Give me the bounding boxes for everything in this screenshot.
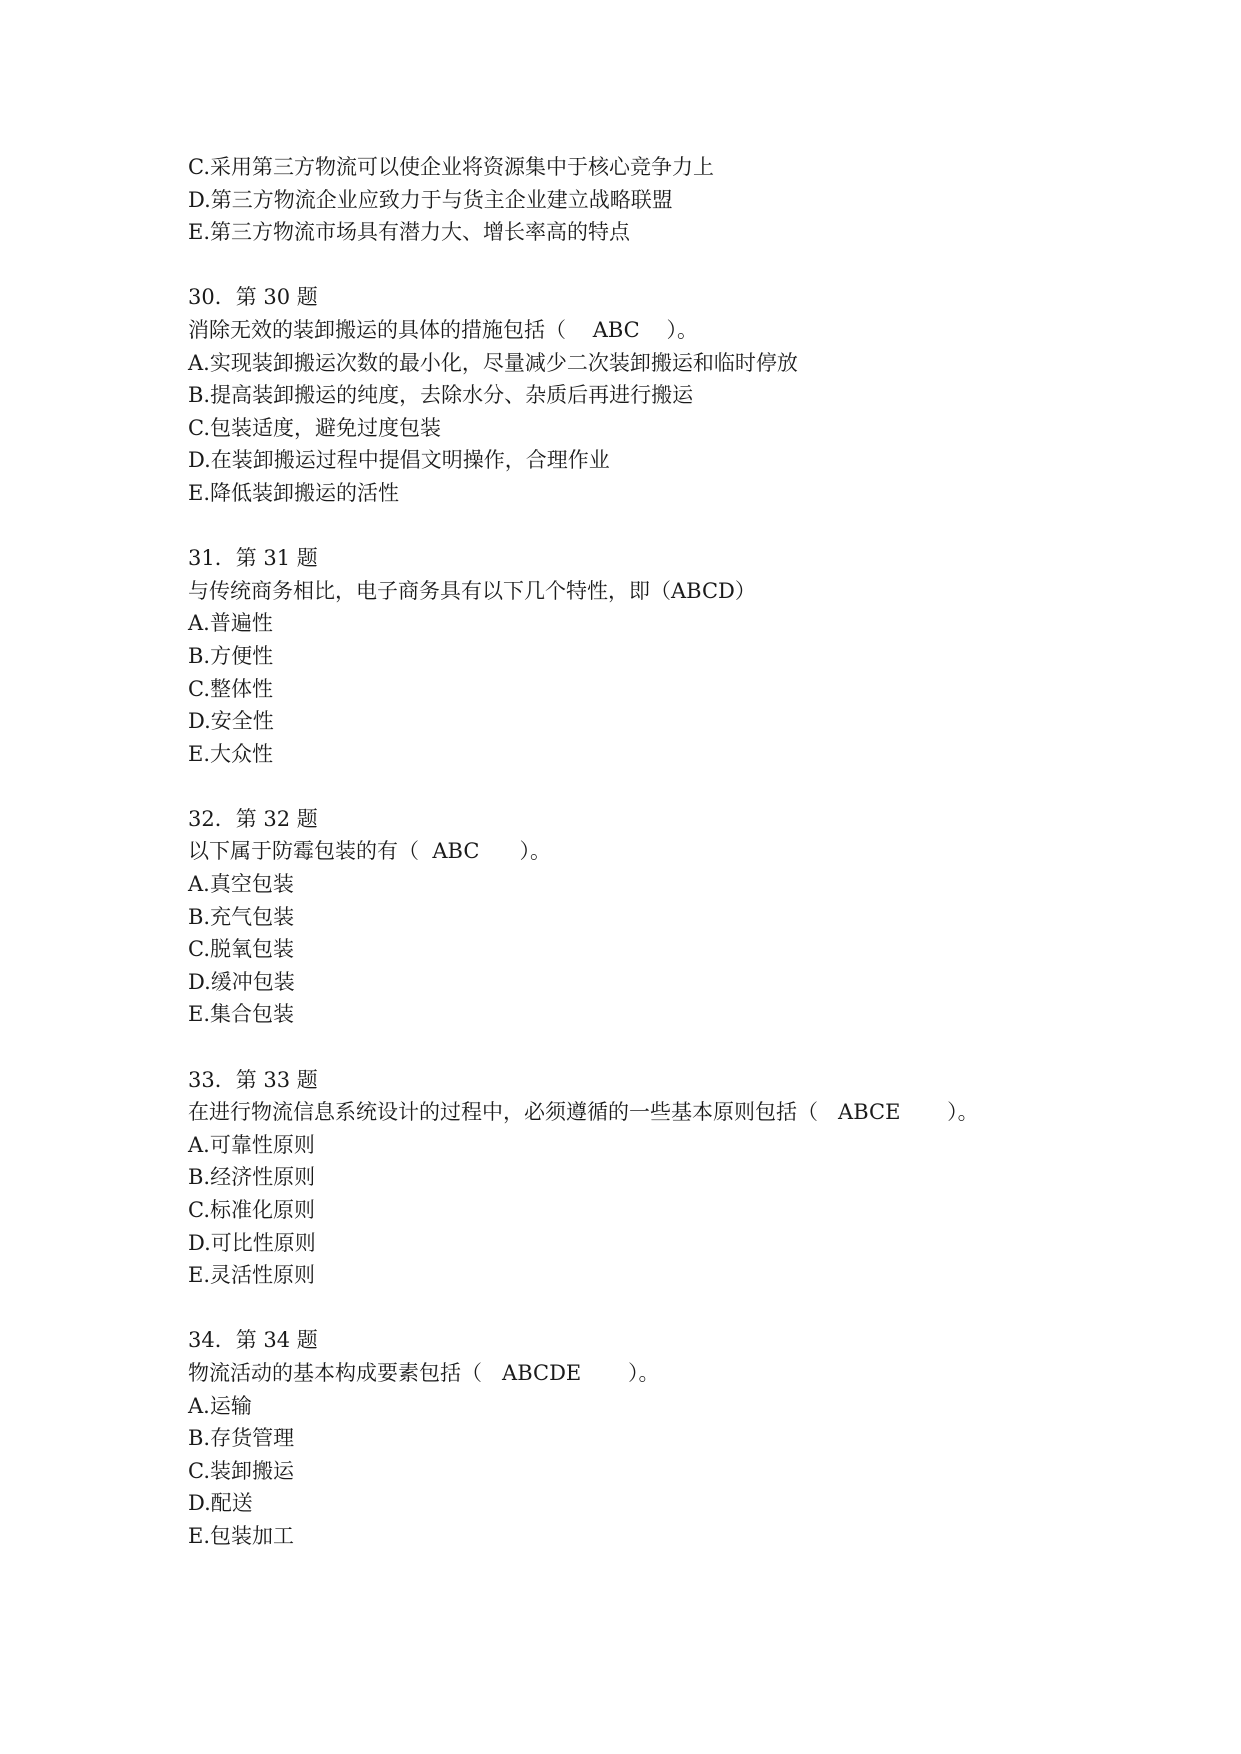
question-header: 31．第 31 题 — [188, 546, 318, 571]
option-line: E.包装加工 — [188, 1523, 295, 1548]
leading-options — [188, 151, 1188, 249]
option-line: E.第三方物流市场具有潜力大、增长率高的特点 — [188, 220, 631, 245]
option-line: C.标准化原则 — [188, 1198, 315, 1222]
option-line: D.在装卸搬运过程中提倡文明操作，合理作业 — [188, 448, 610, 473]
option-line: C.整体性 — [188, 676, 273, 701]
option-line: E.集合包装 — [188, 1002, 295, 1027]
option-line: D.配送 — [188, 1491, 253, 1516]
option-line: C.采用第三方物流可以使企业将资源集中于核心竞争力上 — [188, 155, 714, 179]
question-stem: 以下属于防霉包装的有（ ABC ）。 — [188, 839, 551, 864]
option-line: D.安全性 — [188, 709, 274, 734]
question-stem: 在进行物流信息系统设计的过程中，必须遵循的一些基本原则包括（ ABCE ）。 — [188, 1100, 979, 1125]
option-line: B.方便性 — [188, 643, 274, 668]
option-line: A.实现装卸搬运次数的最小化，尽量减少二次装卸搬运和临时停放 — [188, 350, 798, 375]
option-line: B.经济性原则 — [188, 1165, 316, 1190]
option-line: A.普遍性 — [188, 611, 273, 636]
question-stem: 消除无效的装卸搬运的具体的措施包括（ ABC ）。 — [188, 317, 698, 342]
option-line: C.脱氧包装 — [188, 937, 294, 962]
question-header: 32．第 32 题 — [188, 806, 318, 831]
option-line: D.第三方物流企业应致力于与货主企业建立战略联盟 — [188, 187, 673, 212]
spacer — [188, 1031, 1188, 1064]
option-line: D.缓冲包装 — [188, 969, 295, 994]
question-32 — [188, 803, 1188, 1031]
option-line: A.真空包装 — [188, 872, 294, 897]
question-header: 33．第 33 题 — [188, 1067, 318, 1092]
question-30 — [188, 281, 1188, 509]
spacer — [188, 1292, 1188, 1325]
spacer — [188, 510, 1188, 543]
question-stem: 物流活动的基本构成要素包括（ ABCDE ）。 — [188, 1360, 660, 1385]
option-line: E.灵活性原则 — [188, 1263, 316, 1288]
question-33 — [188, 1064, 1188, 1292]
question-stem: 与传统商务相比，电子商务具有以下几个特性，即（ABCD） — [188, 578, 756, 603]
option-line: E.降低装卸搬运的活性 — [188, 480, 400, 505]
spacer — [188, 770, 1188, 803]
option-line: B.充气包装 — [188, 904, 295, 929]
option-line: A.可靠性原则 — [188, 1132, 315, 1157]
question-header: 30．第 30 题 — [188, 285, 318, 310]
question-34 — [188, 1324, 1188, 1552]
option-line: D.可比性原则 — [188, 1230, 316, 1255]
option-line: B.提高装卸搬运的纯度，去除水分、杂质后再进行搬运 — [188, 383, 694, 408]
option-line: C.装卸搬运 — [188, 1458, 294, 1483]
option-line: B.存货管理 — [188, 1426, 295, 1451]
option-line: C.包装适度，避免过度包装 — [188, 415, 441, 440]
document-body — [188, 151, 1188, 1553]
question-header: 34．第 34 题 — [188, 1328, 318, 1353]
option-line: A.运输 — [188, 1393, 252, 1418]
option-line: E.大众性 — [188, 741, 274, 766]
question-31 — [188, 542, 1188, 770]
spacer — [188, 249, 1188, 282]
